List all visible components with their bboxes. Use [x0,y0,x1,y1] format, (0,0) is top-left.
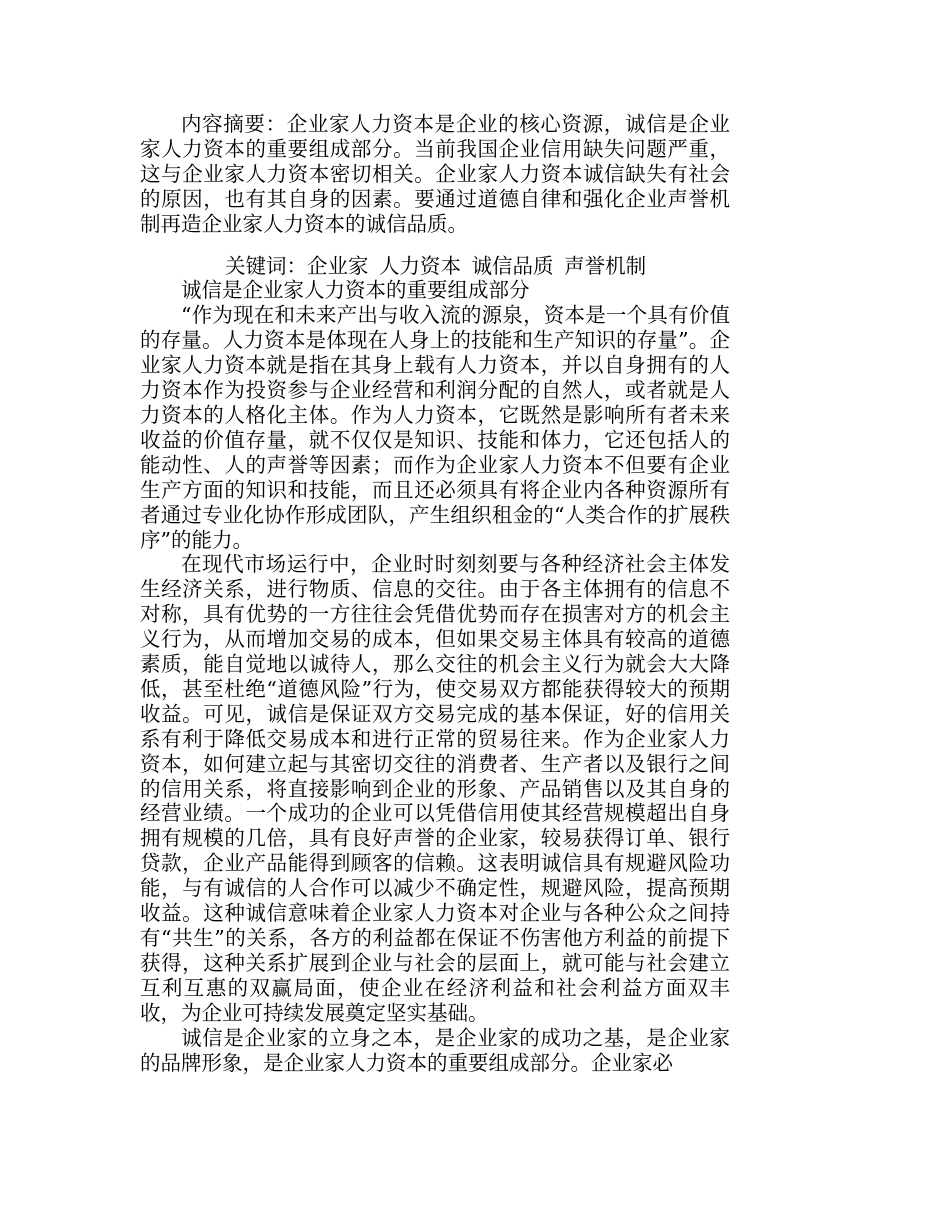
body-paragraph: “作为现在和未来产出与收入流的源泉，资本是一个具有价值的存量。人力资本是体现在人身上的技能和生产知识的存量”。企业家人力资本就是指在其身上载有人力资本，并以自身拥有的人力资本作为投资参与企业经营和利润分配的自然人，或者就是人力资本的人格化主体。作为人力资本，它既然是影响所有者未来收益的价值存量，就不仅仅是知识、技能和体力，它还包括人的能动性、人的声誉等因素；而作为企业家人力资本不但要有企业生产方面的知识和技能，而且还必须具有将企业内各种资源所有者通过专业化协作形成团队，产生组织租金的“人类合作的扩展秩序”的能力。 [140,303,730,552]
section-heading: 诚信是企业家人力资本的重要组成部分 [181,278,530,303]
body-paragraph: 诚信是企业家的立身之本，是企业家的成功之基，是企业家的品牌形象，是企业家人力资本的重要组成部分。企业家必 [140,1025,730,1075]
abstract-paragraph [140,112,730,237]
keyword-item: 诚信品质 [471,253,554,278]
document-page [140,112,730,1075]
abstract-label: 内容摘要： [181,112,287,136]
keyword-item: 声誉机制 [564,253,647,278]
keyword-item: 人力资本 [379,253,462,278]
body-paragraph: 在现代市场运行中，企业时时刻刻要与各种经济社会主体发生经济关系，进行物质、信息的交往。由于各主体拥有的信息不对称，具有优势的一方往往会凭借优势而存在损害对方的机会主义行为，从而增加交易的成本，但如果交易主体具有较高的道德素质，能自觉地以诚待人，那么交往的机会主义行为就会大大降低，甚至杜绝“道德风险”行为，使交易双方都能获得较大的预期收益。可见，诚信是保证双方交易完成的基本保证，好的信用关系有利于降低交易成本和进行正常的贸易往来。作为企业家人力资本，如何建立起与其密切交往的消费者、生产者以及银行之间的信用关系，将直接影响到企业的形象、产品销售以及其自身的经营业绩。一个成功的企业可以凭借信用使其经营规模超出自身拥有规模的几倍，具有良好声誉的企业家，较易获得订单、银行贷款，企业产品能得到顾客的信赖。这表明诚信具有规避风险功能，与有诚信的人合作可以减少不确定性，规避风险，提高预期收益。这种诚信意味着企业家人力资本对企业与各种公众之间持有“共生”的关系，各方的利益都在保证不伤害他方利益的前提下获得，这种关系扩展到企业与社会的层面上，就可能与社会建立互利互惠的双赢局面，使企业在经济利益和社会利益方面双丰收，为企业可持续发展奠定坚实基础。 [140,552,730,1025]
keyword-item: 企业家 [307,253,369,278]
abstract-text: 企业家人力资本是企业的核心资源，诚信是企业家人力资本的重要组成部分。当前我国企业信用缺失问题严重，这与企业家人力资本密切相关。企业家人力资本诚信缺失有社会的原因，也有其自身的因素。要通过道德自律和强化企业声誉机制再造企业家人力资本的诚信品质。 [140,112,731,236]
keywords-line [140,254,730,279]
keywords-label: 关键词： [225,253,307,278]
